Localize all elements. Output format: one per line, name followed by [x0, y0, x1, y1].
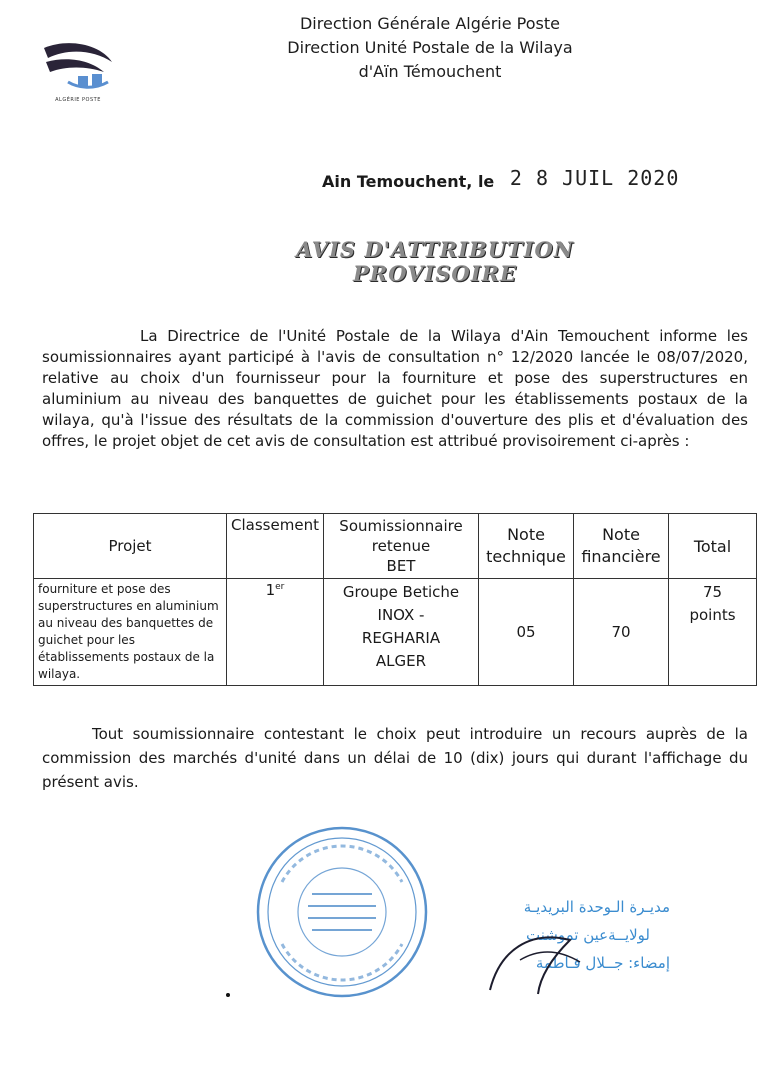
- cell-projet: fourniture et pose des superstructures en aluminium au niveau des banquettes de guichet pour les établissements postaux de la wilaya.: [34, 579, 227, 686]
- closing-text: Tout soumissionnaire contestant le choix peut introduire un recours auprès de la commission des marchés d'unité dans un délai de 10 (dix) jours qui durant l'affichage du présent avis.: [42, 725, 748, 791]
- total-value: 75: [702, 583, 723, 601]
- signature-line-3: إمضاء: جــلال فـاطمة: [535, 954, 670, 972]
- logo-swoosh-icon: [38, 38, 118, 98]
- table-header-row: [34, 514, 757, 579]
- intro-text: La Directrice de l'Unité Postale de la Wilaya d'Ain Temouchent informe les soumissionnaires ayant participé à l'avis de consultation n° 12/2020 lancée le 08/07/2020, relative au choix d'un fournisseur pour la fourniture et pose des superstructures en aluminium au niveau des banquettes de guichet pour les établissements postaux de la wilaya, qu'à l'issue des résultats de la commission d'ouverture des plis et d'évaluation des offres, le projet objet de cet avis de consultation est attribué provisoirement ci-après :: [42, 327, 748, 450]
- letterhead: [260, 12, 600, 84]
- header-note-tech-line-1: Note: [507, 525, 545, 544]
- cell-classement: [227, 579, 324, 686]
- header-note-fin-line-2: financière: [581, 547, 661, 566]
- dateline: [322, 168, 679, 192]
- results-table: [33, 513, 757, 686]
- document-title: [200, 238, 670, 286]
- header-note-technique: [479, 514, 574, 579]
- rank-number: 1: [265, 581, 276, 599]
- header-total: Total: [669, 514, 757, 579]
- soum-line-1: Groupe Betiche: [342, 583, 460, 601]
- total-unit: points: [689, 606, 736, 624]
- director-signature: [420, 890, 670, 990]
- logo-brand-text: ALGÉRIE POSTE: [55, 97, 101, 103]
- header-soum-line-3: BET: [386, 557, 416, 575]
- official-stamp-icon: [252, 822, 432, 1002]
- title-line-1: AVIS D'ATTRIBUTION: [296, 237, 574, 262]
- header-soum-line-2: retenue: [371, 537, 431, 555]
- table-row: [34, 579, 757, 686]
- cell-soumissionnaire: [324, 579, 479, 686]
- date-stamp: 2 8 JUIL 2020: [509, 166, 680, 190]
- header-note-financiere: [574, 514, 669, 579]
- signature-line-1: مديـرة الـوحدة البريديـة: [523, 898, 670, 916]
- handwritten-signature-icon: [420, 890, 670, 1000]
- soum-line-4: ALGER: [375, 652, 427, 670]
- cell-note-financiere: 70: [574, 579, 669, 686]
- header-classement: Classement: [227, 514, 324, 579]
- cell-note-technique: 05: [479, 579, 574, 686]
- header-line-2: Direction Unité Postale de la Wilaya: [287, 38, 573, 57]
- header-line-3: d'Aïn Témouchent: [358, 62, 502, 81]
- header-projet: Projet: [34, 514, 227, 579]
- rank-suffix: er: [275, 582, 285, 592]
- algerie-poste-logo: [38, 38, 118, 108]
- closing-paragraph: [42, 722, 748, 794]
- cell-total: [669, 579, 757, 686]
- header-note-tech-line-2: technique: [486, 547, 566, 566]
- soum-line-2: INOX -: [377, 606, 425, 624]
- soum-line-3: REGHARIA: [361, 629, 441, 647]
- dateline-place: Ain Temouchent, le: [322, 172, 495, 191]
- header-line-1: Direction Générale Algérie Poste: [299, 14, 560, 33]
- header-soum-line-1: Soumissionnaire: [339, 517, 463, 535]
- ink-dot: [226, 993, 230, 997]
- signature-line-2: لولايــةعين تموشنت: [526, 926, 650, 944]
- header-soumissionnaire: [324, 514, 479, 579]
- intro-paragraph: [42, 326, 748, 452]
- header-note-fin-line-1: Note: [602, 525, 640, 544]
- title-line-2: PROVISOIRE: [352, 261, 518, 286]
